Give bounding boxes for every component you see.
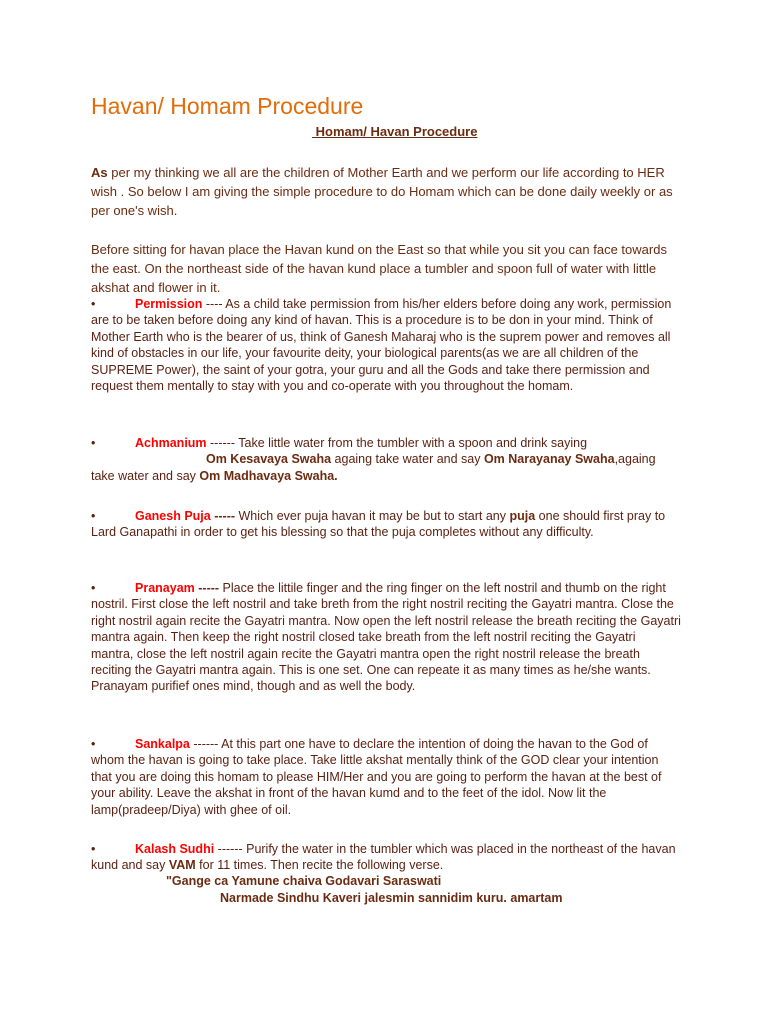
list-item-ganesh-puja — [91, 508, 681, 541]
item-dash: ----- — [210, 509, 236, 523]
item-text: ---- As a child take permission from his/her elders before doing any work, permission are to be taken before doing any kind of havan. This is a procedure is to be don in your mind. Think of Mother Earth who is the bearer of us, think of Ganesh Maharaj who is the suprem power and removes all kind of obstacles in our life, your favourite deity, your biological parents(as we are all children of the SUPREME Power), the saint of your gotra, your guru and all the Gods and take there permission and request them mentally to stay with you and co-operate with you throughout the homam. — [91, 297, 672, 394]
item-text: Place the littile finger and the ring finger on the left nostril and thumb on the right nostril. First close the left nostril and take breth from the right nostril reciting the Gayatri mantra. Close the right nostril again recite the Gayatri mantra. Now open the left nostril release the breath reciting the Gayatri mantra again. Then keep the right nostril closed take breath from the left nostril reciting the Gayatri mantra, close the left nostril again recite the Gayatri mantra open the right nostril release the breath reciting the Gayatri mantra again. This is one set. One can repeate it as many times as he/she wants. Pranayam purifief ones mind, though and as well the body. — [91, 581, 681, 694]
item-text: for 11 times. Then recite the following verse. — [195, 858, 444, 873]
list-item-sankalpa — [91, 736, 681, 818]
item-text: one should first pray to Lard Ganapathi in order to get his blessing so that the puja completes without any difficulty. — [91, 509, 666, 540]
mantra: Om Madhavaya Swaha. — [199, 468, 338, 483]
list-item-achmanium — [91, 435, 681, 484]
intro-text: per my thinking we all are the children of Mother Earth and we perform our life according to HER wish . So below I am giving the simple procedure to do Homam which can be done daily weekly or as per one's wish. — [91, 165, 673, 218]
bullet-icon: • — [91, 737, 96, 751]
intro-lead: As — [91, 165, 108, 180]
bullet-icon: • — [91, 842, 96, 856]
item-label: Achmanium — [135, 436, 207, 450]
item-label: Kalash Sudhi — [135, 842, 215, 856]
item-label: Pranayam — [135, 581, 195, 595]
item-label: Ganesh Puja — [135, 509, 211, 523]
bullet-icon: • — [91, 581, 96, 595]
bullet-icon: • — [91, 297, 96, 311]
bullet-icon: • — [91, 509, 96, 523]
list-item-pranayam — [91, 580, 681, 695]
item-text: Which ever puja havan it may be but to start any — [235, 509, 510, 523]
item-dash: ----- — [194, 581, 220, 595]
list-item-permission — [91, 296, 681, 394]
item-text: ------ Purify the water in the tumbler which was placed in the northeast of the havan kund and say — [91, 842, 676, 873]
section-subtitle: Homam/ Havan Procedure — [312, 124, 478, 139]
item-text: ,againg take water and say — [91, 452, 656, 483]
item-label: Permission — [135, 297, 203, 311]
bullet-icon: • — [91, 436, 96, 450]
item-text: ------ At this part one have to declare the intention of doing the havan to the God of whom the havan is going to take place. Take little akshat mentally think of the GOD clear your intention that you are doing this homam to please HIM/Her and you are going to perform the havan at the best of your ability. Leave the akshat in front of the havan kumd and to the feet of the idol. Now lit the lamp(pradeep/Diya) with ghee of oil. — [91, 737, 662, 817]
intro-paragraph — [91, 163, 681, 220]
item-text: againg take water and say — [331, 452, 484, 467]
item-label: Sankalpa — [135, 737, 190, 751]
list-item-kalash-sudhi — [91, 841, 681, 874]
mantra: Om Kesavaya Swaha — [206, 452, 332, 467]
setup-paragraph: Before sitting for havan place the Havan kund on the East so that while you sit you can face towards the east. On the northeast side of the havan kund place a tumbler and spoon full of water with little akshat and flower in it. — [91, 242, 667, 295]
page-title: Havan/ Homam Procedure — [91, 93, 364, 119]
item-text: ------ Take little water from the tumbler with a spoon and drink saying — [206, 436, 588, 450]
puja-word: puja — [509, 509, 536, 523]
mantra: Om Narayanay Swaha — [483, 452, 615, 467]
verse-line-1: "Gange ca Yamune chaiva Godavari Saraswati — [166, 874, 442, 888]
vam-word: VAM — [168, 858, 196, 873]
verse-line-2: Narmade Sindhu Kaveri jalesmin sannidim kuru. amartam — [220, 891, 563, 905]
